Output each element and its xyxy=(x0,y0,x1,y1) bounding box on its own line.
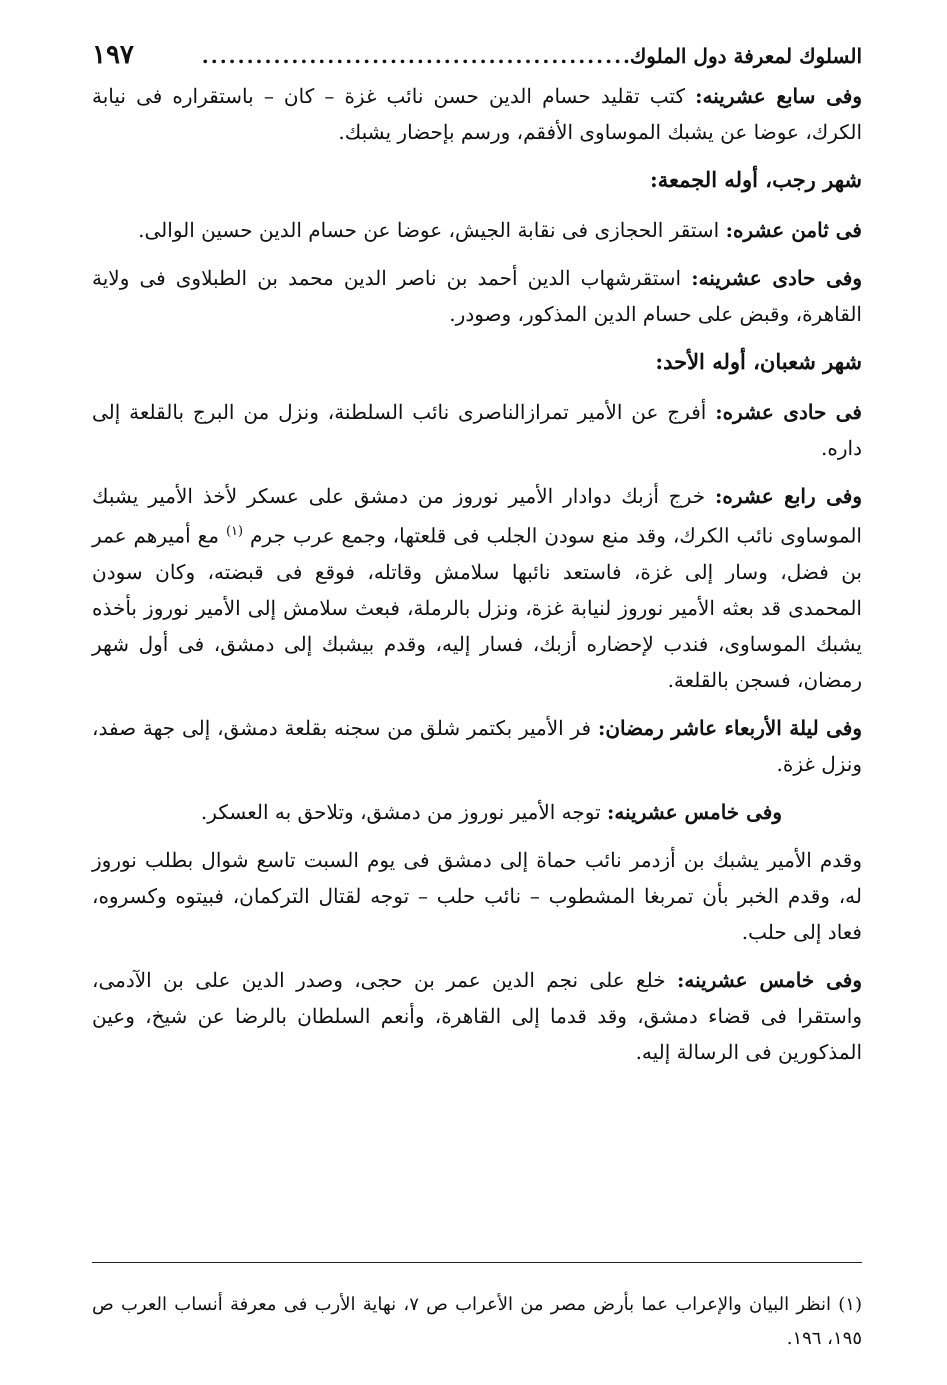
entry-date-label: وفى حادى عشرينه: xyxy=(691,266,863,290)
entry-date-label: فى حادى عشره: xyxy=(715,400,862,424)
chronicle-entry xyxy=(92,794,862,830)
month-heading: شهر رجب، أوله الجمعة: xyxy=(649,167,862,192)
footnote-mark: (١) xyxy=(225,524,244,539)
page-body xyxy=(92,40,862,1082)
chronicle-entry xyxy=(92,478,862,698)
chronicle-entry xyxy=(92,212,862,248)
entry-date-label: فى ثامن عشره: xyxy=(725,218,862,242)
chronicle-entry xyxy=(92,78,862,150)
chronicle-paragraph: وقدم الأمير يشبك بن أزدمر نائب حماة إلى دمشق فى يوم السبت تاسع شوال بطلب نوروز له، وقدم الخبر بأن تمربغا المشطوب – نائب حلب – توجه لقتال التركمان، فبيتوه وكسروه، فعاد إلى حلب. xyxy=(92,847,862,944)
chronicle-entry xyxy=(92,394,862,466)
entry-text-continued: مع أميرهم عمر بن فضل، وسار إلى غزة، فاستعد نائبها سلامش وقاتله، فوقع فى قبضته، وكان سودن المحمدى قد بعثه الأمير نوروز لنيابة غزة، ونزل بالرملة، فبعث سلامش إلى الأمير نوروز بأخذه يشبك الموساوى، فندب لإحضاره أزبك، فسار إليه، وقدم بيشبك إلى دمشق، فى أول شهر رمضان، فسجن بالقلعة. xyxy=(92,523,862,692)
entry-text: أفرج عن الأمير تمرازالناصرى نائب السلطنة، ونزل من البرج بالقلعة إلى داره. xyxy=(92,400,862,460)
entry-date-label: وفى رابع عشره: xyxy=(715,484,862,508)
entry-date-label: وفى ليلة الأربعاء عاشر رمضان: xyxy=(597,715,863,740)
chronicle-entry xyxy=(92,962,862,1070)
book-title: السلوك لمعرفة دول الملوك xyxy=(629,44,862,68)
entry-text: خلع على نجم الدين عمر بن حجى، وصدر الدين على بن الآدمى، واستقرا فى قضاء دمشق، وقد قدما إلى القاهرة، وأنعم السلطان بالرضا عن شيخ، وعين المذكورين فى الرسالة إليه. xyxy=(92,967,862,1064)
entry-date-label: وفى خامس عشرينه: xyxy=(677,967,863,992)
running-header xyxy=(92,40,862,78)
month-heading: شهر شعبان، أوله الأحد: xyxy=(655,349,862,374)
chronicle-entry xyxy=(92,260,862,332)
entry-text: خرج أزبك دوادار الأمير نوروز من دمشق على عسكر لأخذ الأمير يشبك الموساوى نائب الكرك، وقد منع سودن الجلب فى قلعتها، وجمع عرب جرم xyxy=(92,484,862,548)
entry-text: كتب تقليد حسام الدين حسن نائب غزة – كان – باستقراره فى نيابة الكرك، عوضا عن يشبك الموساوى الأفقم، ورسم بإحضار يشبك. xyxy=(92,84,862,144)
entry-text: توجه الأمير نوروز من دمشق، وتلاحق به العسكر. xyxy=(200,799,601,824)
entry-text: استقرشهاب الدين أحمد بن ناصر الدين محمد بن الطبلاوى فى ولاية القاهرة، وقبض على حسام الدين المذكور، وصودر. xyxy=(92,266,862,326)
page-number: ١٩٧ xyxy=(92,40,134,70)
chronicle-entry xyxy=(92,710,862,782)
entry-date-label: وفى سابع عشرينه: xyxy=(695,84,862,108)
entry-text: استقر الحجازى فى نقابة الجيش، عوضا عن حسام الدين حسين الوالى. xyxy=(138,218,720,242)
header-leader-dots: ................................................ xyxy=(201,44,632,68)
footnote: (١) انظر البيان والإعراب عما بأرض مصر من الأعراب ص ٧، نهاية الأرب فى معرفة أنساب العرب ص ١٩٥، ١٩٦. xyxy=(92,1294,862,1349)
entry-date-label: وفى خامس عشرينه: xyxy=(607,799,782,824)
entry-text: فر الأمير بكتمر شلق من سجنه بقلعة دمشق، إلى جهة صفد، ونزل غزة. xyxy=(92,715,862,776)
